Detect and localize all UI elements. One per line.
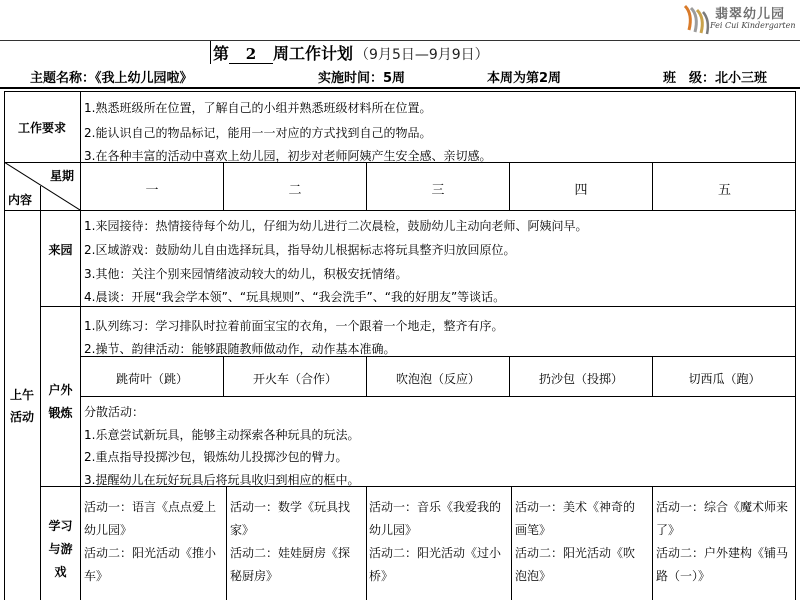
requirement-item: 3.在各种丰富的活动中喜欢上幼儿园，初步对老师阿姨产生安全感、亲切感。 xyxy=(84,149,492,163)
activity-two-line1: 活动二：阳光活动《过小 xyxy=(369,546,502,560)
implementation-period: 实施时间：5周 xyxy=(318,71,406,86)
title-week-number: 2 xyxy=(229,45,273,64)
activity-two-line1: 活动二：阳光活动《推小 xyxy=(84,546,217,560)
scattered-item: 3.提醒幼儿在玩好玩具后将玩具收归到相应的框中。 xyxy=(84,473,360,487)
daily-game-friday: 切西瓜（跑） xyxy=(688,372,761,386)
learning-label-line2: 与游 xyxy=(48,542,73,556)
activity-two-line2: 桥》 xyxy=(369,569,394,583)
activity-one-line2: 家》 xyxy=(230,523,255,537)
activity-one-line1: 活动一：数学《玩具找 xyxy=(230,500,351,514)
activity-one-line1: 活动一：美术《神奇的 xyxy=(515,500,636,514)
weekday-thursday: 四 xyxy=(574,183,588,198)
activity-two-line1: 活动二：阳光活动《吹 xyxy=(515,546,636,560)
title-prefix: 第 xyxy=(210,41,229,64)
col-divider xyxy=(80,210,81,600)
col-divider xyxy=(366,486,367,600)
corner-weekday-label: 星期 xyxy=(49,169,74,183)
activity-two-line2: 泡泡》 xyxy=(515,569,552,583)
scattered-item: 1.乐意尝试新玩具，能够主动探索各种玩具的玩法。 xyxy=(84,428,360,442)
learning-activity-wednesday xyxy=(369,496,501,588)
learning-activity-monday xyxy=(84,496,216,588)
activity-two-line2: 路（一）》 xyxy=(656,569,711,583)
outdoor-item: 2.操节、韵律活动：能够跟随教师做动作，动作基本准确。 xyxy=(84,342,396,356)
corner-content-label: 内容 xyxy=(8,193,33,207)
arrival-item: 2.区域游戏：鼓励幼儿自由选择玩具，指导幼儿根据标志将玩具整齐归放回原位。 xyxy=(84,243,516,257)
logo-name-cn: 翡翠幼儿园 xyxy=(715,7,786,22)
weekly-plan-table xyxy=(0,87,800,600)
activity-one-line2: 了》 xyxy=(656,523,681,537)
weekday-tuesday: 二 xyxy=(288,183,302,198)
requirement-item: 1.熟悉班级所在位置，了解自己的小组并熟悉班级材料所在位置。 xyxy=(84,101,432,115)
outdoor-item: 1.队列练习：学习排队时拉着前面宝宝的衣角，一个跟着一个地走，整齐有序。 xyxy=(84,319,504,333)
arrival-label: 来园 xyxy=(48,243,73,257)
theme-name: 主题名称：《我上幼儿园啦》 xyxy=(30,71,193,86)
activity-two-line1: 活动二：娃娃厨房《探 xyxy=(230,546,351,560)
title-date-range: （9月5日—9月9日） xyxy=(355,47,489,63)
current-week: 本周为第2周 xyxy=(487,71,562,86)
outdoor-label-line1: 户外 xyxy=(48,383,73,397)
morning-label-line1: 上午 xyxy=(9,388,34,402)
learning-activity-thursday xyxy=(515,496,635,588)
learning-label-line3: 戏 xyxy=(54,565,67,579)
scattered-item: 2.重点指导投掷沙包，锻炼幼儿投掷沙包的臂力。 xyxy=(84,450,348,464)
title-suffix: 周工作计划 xyxy=(273,44,354,63)
row-divider xyxy=(80,396,796,397)
col-divider xyxy=(80,91,81,162)
activity-one-line1: 活动一：语言《点点爱上 xyxy=(84,500,217,514)
requirement-item: 2.能认识自己的物品标记，能用一一对应的方式找到自己的物品。 xyxy=(84,126,432,140)
col-divider xyxy=(226,486,227,600)
class-name: 班 级：北小三班 xyxy=(663,71,768,86)
col-divider xyxy=(652,486,653,600)
outdoor-label-line2: 锻炼 xyxy=(48,406,73,420)
arrival-item: 3.其他：关注个别来园情绪波动较大的幼儿，积极安抚情绪。 xyxy=(84,267,408,281)
activity-one-line1: 活动一：综合《魔术师来 xyxy=(656,500,789,514)
arrival-item: 4.晨谈：开展“我会学本领”、“玩具规则”、“我会洗手”、“我的好朋友”等谈话。 xyxy=(84,290,506,304)
activity-two-line2: 车》 xyxy=(84,569,109,583)
activity-two-line2: 秘厨房》 xyxy=(230,569,279,583)
weekday-monday: 一 xyxy=(145,183,159,198)
daily-game-wednesday: 吹泡泡（反应） xyxy=(395,372,480,386)
learning-activity-friday xyxy=(656,496,788,588)
activity-one-line2: 画笔》 xyxy=(515,523,552,537)
row-divider xyxy=(40,306,796,307)
page-title xyxy=(210,41,489,64)
learning-activity-tuesday xyxy=(230,496,350,588)
arrival-item: 1.来园接待：热情接待每个幼儿，仔细为幼儿进行二次晨检，鼓励幼儿主动向老师、阿姨问早。 xyxy=(84,219,588,233)
morning-label-line2: 活动 xyxy=(9,410,34,424)
activity-one-line1: 活动一：音乐《我爱我的 xyxy=(369,500,502,514)
activity-one-line2: 幼儿园》 xyxy=(369,523,418,537)
activity-one-line2: 幼儿园》 xyxy=(84,523,133,537)
learning-label-line1: 学习 xyxy=(48,519,73,533)
logo-name-en: Fei Cui Kindergarten xyxy=(710,21,796,30)
daily-game-tuesday: 开火车（合作） xyxy=(252,372,337,386)
scattered-activities-title: 分散活动： xyxy=(84,405,145,419)
weekday-wednesday: 三 xyxy=(431,183,445,198)
col-divider xyxy=(511,486,512,600)
row-divider xyxy=(4,210,796,211)
daily-game-thursday: 扔沙包（投掷） xyxy=(538,372,623,386)
work-requirements-label: 工作要求 xyxy=(17,121,66,135)
activity-two-line1: 活动二：户外建构《铺马 xyxy=(656,546,789,560)
weekday-friday: 五 xyxy=(717,183,731,198)
daily-game-monday: 跳荷叶（跳） xyxy=(115,372,188,386)
logo-mark-icon xyxy=(655,0,715,38)
